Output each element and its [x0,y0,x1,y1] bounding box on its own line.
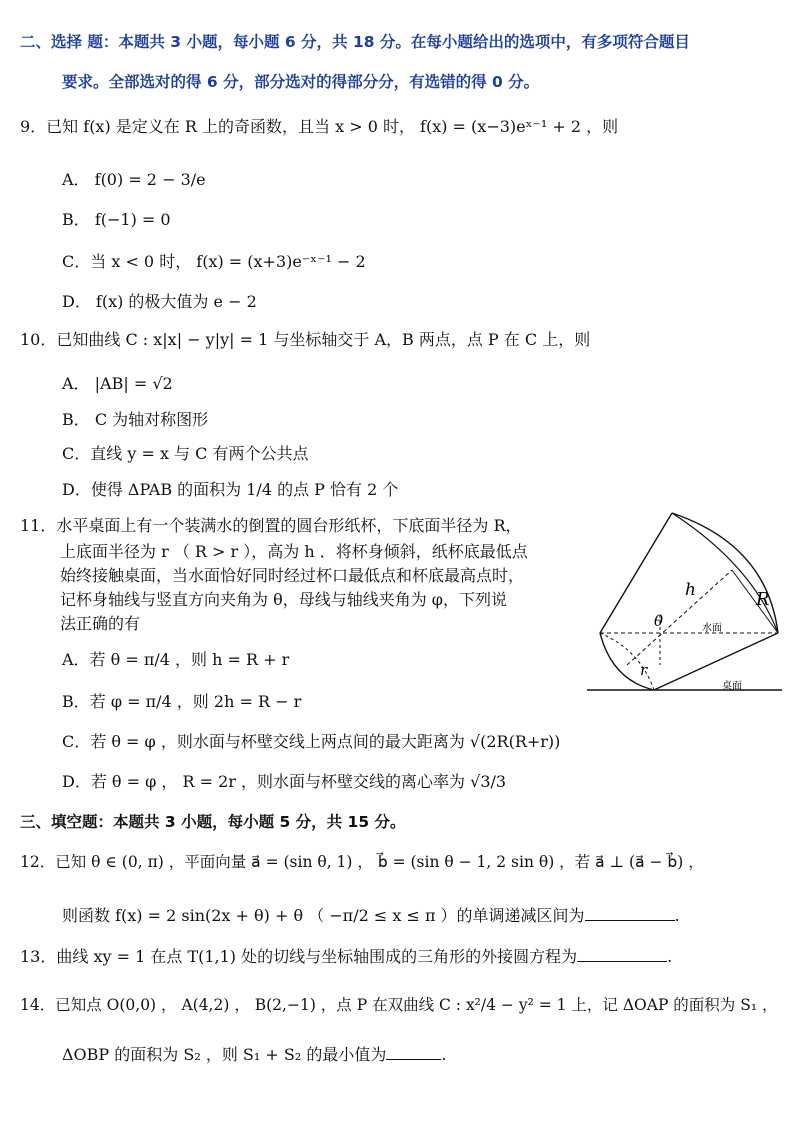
label-water: 水面 [702,623,722,634]
q14-line2-text: ΔOBP 的面积为 S₂ ，则 S₁ + S₂ 的最小值为 [62,1045,387,1064]
q14-answer-blank[interactable] [386,1045,441,1060]
section2-label: 二、选择 题： [20,33,119,51]
section3-header: 三、填空题：本题共 3 小题，每小题 5 分，共 15 分。 [20,813,406,831]
cup-right-side [654,633,778,690]
q12-line1: 12．已知 θ ∈ (0, π) ，平面向量 a⃗ = (sin θ, 1) ， b⃗ = (sin θ − 1, 2 sin θ) ，若 a⃗ ⊥ (a⃗ − b⃗) ， [20,853,704,871]
q9-option-d: D． f(x) 的极大值为 e − 2 [62,292,257,311]
q11-option-c: C．若 θ = φ ，则水面与杯壁交线上两点间的最大距离为 √(2R(R+r)) [62,732,561,751]
q10-option-d: D．使得 ΔPAB 的面积为 1/4 的点 P 恰有 2 个 [62,480,399,499]
q10-option-c: C．直线 y = x 与 C 有两个公共点 [62,444,309,463]
q9-option-a: A． f(0) = 2 − 3/e [62,170,206,189]
q9-option-c: C．当 x < 0 时， f(x) = (x+3)e⁻ˣ⁻¹ − 2 [62,252,366,271]
q9-option-b: B． f(−1) = 0 [62,210,171,229]
q11-stem-line2: 上底面半径为 r （ R > r ），高为 h ．将杯身倾斜，纸杯底最低点 [60,542,528,561]
label-table: 桌面 [722,681,742,692]
q12-line2-text: 则函数 f(x) = 2 sin(2x + θ) + θ （ −π/2 ≤ x ≤ π ）的单调递减区间为 [62,906,585,925]
cup-axis [627,570,732,665]
q10-option-b: B． C 为轴对称图形 [62,410,209,429]
q14-end: . [441,1045,447,1064]
q11-stem-line4: 记杯身轴线与竖直方向夹角为 θ，母线与轴线夹角为 φ，下列说 [60,590,508,609]
q11-option-b: B．若 φ = π/4 ，则 2h = R − r [62,692,302,711]
label-h: h [685,580,696,600]
q13-answer-blank[interactable] [577,947,667,962]
q13-line [20,947,672,967]
section2-intro-line1: 本题共 3 小题，每小题 6 分，共 18 分。在每小题给出的选项中，有多项符合题目 [118,33,690,51]
q11-option-a: A．若 θ = π/4 ，则 h = R + r [62,650,290,669]
q12-end: . [674,906,680,925]
section2-header [20,32,690,52]
label-R: R [756,589,770,610]
q12-answer-blank[interactable] [585,906,675,921]
rim-inner [672,513,778,633]
label-r: r [640,661,648,679]
q11-option-d: D．若 θ = φ ， R = 2r ，则水面与杯壁交线的离心率为 √3/3 [62,772,507,791]
section2-intro-line2: 要求。全部选对的得 6 分，部分选对的得部分分，有选错的得 0 分。 [62,73,540,91]
q13-end: . [667,947,673,966]
q11-stem-line3: 始终接触桌面，当水面恰好同时经过杯口最低点和杯底最高点时， [60,566,525,585]
label-theta: θ [654,612,664,630]
q12-line2 [62,906,680,926]
rim-outer [672,513,778,633]
q11-stem-line5: 法正确的有 [60,614,141,633]
q14-line2 [62,1045,446,1065]
q11-stem-line1: 11．水平桌面上有一个装满水的倒置的圆台形纸杯，下底面半径为 R， [20,516,522,535]
q10-stem: 10．已知曲线 C : x|x| − y|y| = 1 与坐标轴交于 A，B 两点，点 P 在 C 上，则 [20,330,591,349]
q9-stem: 9．已知 f(x) 是定义在 R 上的奇函数，且当 x > 0 时， f(x) = (x−3)eˣ⁻¹ + 2 ，则 [20,117,619,136]
q10-option-a: A． |AB| = √2 [62,374,173,393]
q13-text: 13．曲线 xy = 1 在点 T(1,1) 处的切线与坐标轴围成的三角形的外接圆方程为 [20,947,578,966]
q11-cup-figure [582,505,787,705]
q14-line1: 14．已知点 O(0,0) ， A(4,2) ， B(2,−1) ，点 P 在双曲线 C : x²/4 − y² = 1 上，记 ΔOAP 的面积为 S₁ ， [20,996,778,1014]
